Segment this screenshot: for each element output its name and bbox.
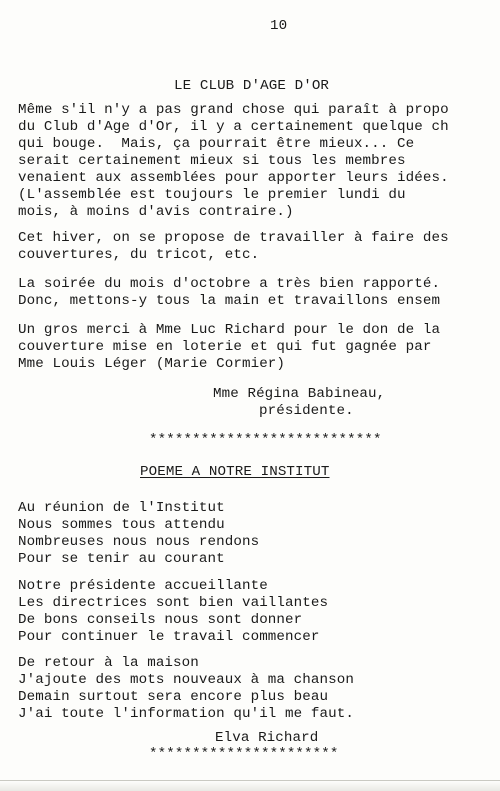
paragraph-line: Cet hiver, on se propose de travailler à faire des: [18, 230, 449, 246]
paragraph-line: Même s'il n'y a pas grand chose qui paraît à propo: [18, 102, 449, 118]
poem-line: De retour à la maison: [18, 655, 199, 671]
poem-title: POEME A NOTRE INSTITUT: [140, 464, 330, 480]
poem-line: Pour se tenir au courant: [18, 551, 225, 567]
signature-role: présidente.: [259, 403, 354, 419]
signature-name: Mme Régina Babineau,: [213, 386, 386, 402]
paragraph-line: venaient aux assemblées pour apporter leurs idées.: [18, 170, 449, 186]
poem-author: Elva Richard: [215, 730, 319, 746]
poem-line: J'ajoute des mots nouveaux à ma chanson: [18, 672, 354, 688]
page-number: 10: [270, 18, 288, 34]
paragraph-line: mois, à moins d'avis contraire.): [18, 204, 294, 220]
poem-line: De bons conseils nous sont donner: [18, 612, 303, 628]
poem-line: Les directrices sont bien vaillantes: [18, 595, 329, 611]
paragraph-line: qui bouge. Mais, ça pourrait être mieux... Ce: [18, 136, 415, 152]
paragraph-line: couverture mise en loterie et qui fut gagnée par: [18, 339, 432, 355]
page-bottom-edge: [0, 780, 500, 791]
paragraph-line: Donc, mettons-y tous la main et travaillons ensem: [18, 293, 441, 309]
paragraph-line: du Club d'Age d'Or, il y a certainement quelque ch: [18, 119, 449, 135]
poem-line: J'ai toute l'information qu'il me faut.: [18, 706, 354, 722]
paragraph-line: Un gros merci à Mme Luc Richard pour le don de la: [18, 322, 441, 338]
paragraph-line: La soirée du mois d'octobre a très bien rapporté.: [18, 276, 441, 292]
poem-line: Nous sommes tous attendu: [18, 517, 225, 533]
divider-stars: ***************************: [149, 432, 382, 448]
paragraph-line: couvertures, du tricot, etc.: [18, 247, 260, 263]
paragraph-line: serait certainement mieux si tous les membres: [18, 153, 406, 169]
divider-stars: **********************: [149, 746, 339, 762]
article-title: LE CLUB D'AGE D'OR: [174, 78, 330, 94]
poem-line: Nombreuses nous nous rendons: [18, 534, 260, 550]
poem-line: Notre présidente accueillante: [18, 578, 268, 594]
paragraph-line: Mme Louis Léger (Marie Cormier): [18, 356, 286, 372]
poem-line: Pour continuer le travail commencer: [18, 629, 320, 645]
poem-line: Au réunion de l'Institut: [18, 500, 225, 516]
paragraph-line: (L'assemblée est toujours le premier lundi du: [18, 187, 406, 203]
poem-line: Demain surtout sera encore plus beau: [18, 689, 329, 705]
